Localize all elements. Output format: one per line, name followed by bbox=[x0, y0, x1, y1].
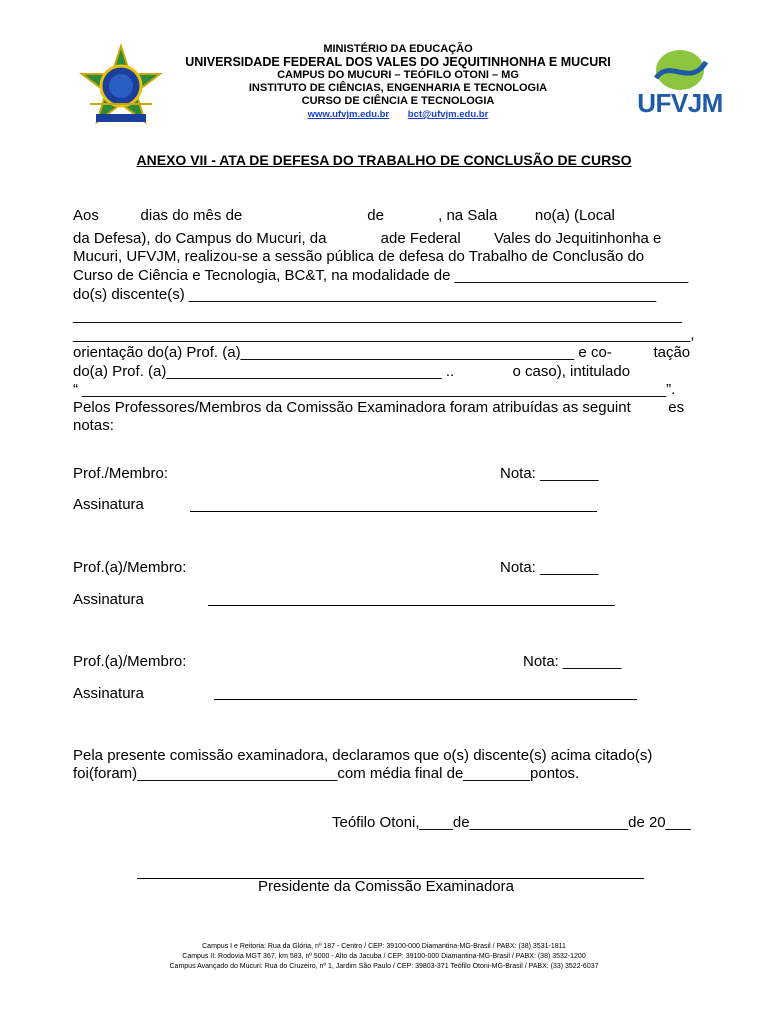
member-3-signature-label: Assinatura bbox=[73, 685, 144, 702]
course-name: CURSO DE CIÊNCIA E TECNOLOGIA bbox=[301, 95, 495, 107]
member-3-signature-line[interactable] bbox=[214, 699, 637, 700]
ufvjm-logo bbox=[630, 48, 740, 128]
member-1-label: Prof./Membro: bbox=[73, 465, 169, 482]
member-1-signature-line[interactable] bbox=[190, 511, 597, 512]
president-label: Presidente da Comissão Examinadora bbox=[258, 878, 514, 895]
body-line-8: orientação do(a) Prof. (a)________________________________________ e co- tação bbox=[73, 344, 691, 361]
body-line-1: Aos dias do mês de de , na Sala no(a) (Local bbox=[73, 207, 615, 224]
member-2-grade[interactable]: Nota: _______ bbox=[500, 559, 599, 576]
body-line-3: Mucuri, UFVJM, realizou-se a sessão pública de defesa do Trabalho de Conclusão do bbox=[73, 248, 645, 265]
body-line-6: _________________________________________________________________________ bbox=[73, 307, 682, 324]
document-title: ANEXO VII - ATA DE DEFESA DO TRABALHO DE CONCLUSÃO DE CURSO bbox=[136, 152, 632, 168]
coat-of-arms-icon bbox=[78, 44, 164, 130]
body-line-5: do(s) discente(s) ________________________________________________________ bbox=[73, 286, 657, 303]
member-3-grade[interactable]: Nota: _______ bbox=[523, 653, 622, 670]
university-name: UNIVERSIDADE FEDERAL DOS VALES DO JEQUITINHONHA E MUCURI bbox=[185, 55, 611, 69]
footer-address-2: Campus II: Rodovia MGT 367, km 583, nº 5000 - Alto da Jacuba / CEP: 39100-000 Diamantina-MG-Brasil / PABX: (38) 3532-1200 bbox=[182, 953, 586, 960]
institution-block bbox=[170, 43, 626, 121]
body-line-4: Curso de Ciência e Tecnologia, BC&T, na modalidade de ____________________________ bbox=[73, 267, 689, 284]
logo-text: UFVJM bbox=[637, 88, 723, 118]
campus-name: CAMPUS DO MUCURI – TEÓFILO OTONI – MG bbox=[277, 69, 519, 81]
body-line-7: __________________________________________________________________________, bbox=[73, 326, 695, 343]
document-header bbox=[0, 0, 768, 140]
ministry-name: MINISTÉRIO DA EDUCAÇÃO bbox=[323, 43, 473, 55]
body-line-12: notas: bbox=[73, 417, 114, 434]
member-1-grade[interactable]: Nota: _______ bbox=[500, 465, 599, 482]
conclusion-line-1: Pela presente comissão examinadora, declaramos que o(s) discente(s) acima citado(s) bbox=[73, 747, 653, 764]
member-2-signature-line[interactable] bbox=[208, 605, 615, 606]
header-links bbox=[170, 108, 626, 121]
footer-addresses bbox=[0, 942, 768, 972]
member-2-signature-label: Assinatura bbox=[73, 591, 144, 608]
body-line-2: da Defesa), do Campus do Mucuri, da ade Federal Vales do Jequitinhonha e bbox=[73, 230, 662, 247]
footer-address-1: Campus I e Reitoria: Rua da Glória, nº 187 - Centro / CEP: 39100-000 Diamantina-MG-Brasil / PABX: (38) 3531-1811 bbox=[202, 943, 566, 950]
date-line: Teófilo Otoni,____de___________________de 20___ bbox=[332, 814, 691, 831]
logo-swoosh-icon bbox=[630, 48, 730, 92]
footer-address-3: Campus Avançado do Mucuri: Rua do Cruzeiro, nº 1, Jardim São Paulo / CEP: 39803-371 Teófilo Otoni-MG-Brasil / PABX: (33) 3522-6037 bbox=[169, 963, 599, 970]
member-1-signature-label: Assinatura bbox=[73, 496, 144, 513]
email-link[interactable]: bct@ufvjm.edu.br bbox=[407, 109, 489, 120]
member-2-label: Prof.(a)/Membro: bbox=[73, 559, 187, 576]
website-link[interactable]: www.ufvjm.edu.br bbox=[307, 109, 390, 120]
conclusion-line-2: foi(foram)________________________com média final de________pontos. bbox=[73, 765, 580, 782]
member-3-label: Prof.(a)/Membro: bbox=[73, 653, 187, 670]
body-line-9: do(a) Prof. (a)_________________________________ .. o caso), intitulado bbox=[73, 363, 631, 380]
institute-name: INSTITUTO DE CIÊNCIAS, ENGENHARIA E TECNOLOGIA bbox=[248, 82, 548, 94]
body-line-11: Pelos Professores/Membros da Comissão Examinadora foram atribuídas as seguint es bbox=[73, 399, 685, 416]
body-line-10: “ ______________________________________________________________________”. bbox=[73, 381, 676, 398]
